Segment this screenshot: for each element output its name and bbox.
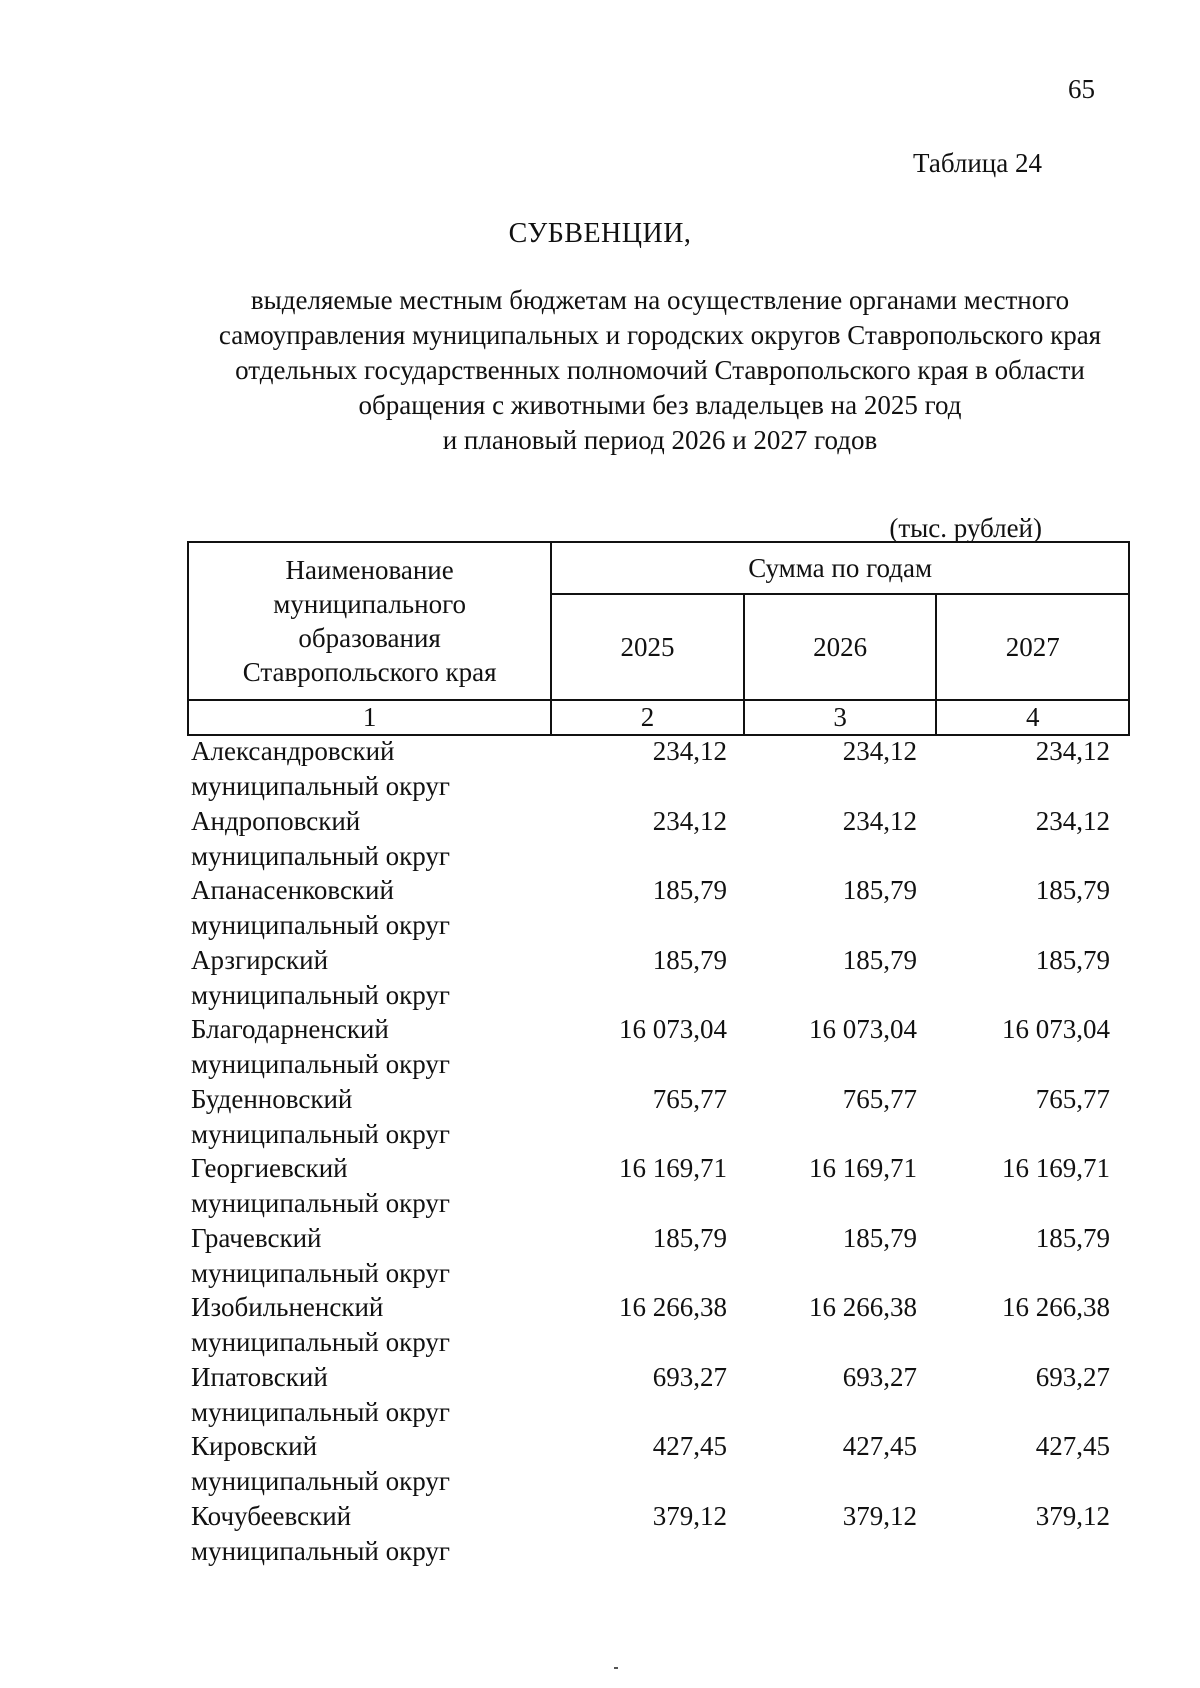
- header-name-cell: [188, 542, 551, 700]
- table-row: [187, 734, 1130, 804]
- value-2025: 234,12: [652, 736, 727, 766]
- header-name-line: Наименование: [285, 555, 454, 585]
- value-2026: 234,12: [842, 805, 917, 836]
- table-row: [187, 1290, 1130, 1360]
- row-name: [191, 873, 551, 943]
- header-sum-cell: Сумма по годам: [551, 542, 1129, 594]
- value-2025: 379,12: [652, 1500, 727, 1531]
- value-2027: 185,79: [1035, 944, 1110, 975]
- value-2027: 234,12: [1035, 736, 1110, 766]
- document-title: СУБВЕНЦИИ,: [508, 218, 692, 249]
- value-2027: 427,45: [1035, 1431, 1110, 1461]
- row-name: [191, 1221, 551, 1291]
- table-row: [187, 1429, 1130, 1499]
- column-number: 3: [744, 700, 937, 735]
- table-row: [187, 1360, 1130, 1430]
- value-2027: 185,79: [1035, 875, 1110, 905]
- header-year-2026: 2026: [744, 594, 937, 700]
- value-2025: 234,12: [652, 805, 727, 836]
- row-name-line: Буденновский: [191, 1083, 353, 1114]
- value-2026: 16 266,38: [809, 1292, 917, 1322]
- value-2026: 693,27: [842, 1361, 917, 1392]
- row-name-line: Благодарненский: [191, 1014, 389, 1044]
- value-2025: 16 266,38: [619, 1292, 727, 1322]
- header-name-line: муниципального: [273, 589, 466, 619]
- subtitle-line: выделяемые местным бюджетам на осуществление органами местного: [250, 285, 1070, 315]
- row-name-line: муниципальный округ: [191, 910, 450, 940]
- row-name-line: муниципальный округ: [191, 1118, 450, 1149]
- row-name-line: Грачевский: [191, 1222, 322, 1253]
- value-2025: 765,77: [652, 1083, 727, 1114]
- document-subtitle: [190, 283, 1130, 458]
- value-2026: 16 169,71: [809, 1153, 917, 1183]
- row-name: [191, 1151, 551, 1221]
- row-name: [191, 943, 551, 1013]
- row-name-line: муниципальный округ: [191, 1049, 450, 1079]
- row-name-line: Арзгирский: [191, 944, 329, 975]
- value-2025: 185,79: [652, 944, 727, 975]
- row-name: [191, 1012, 551, 1082]
- row-name-line: Георгиевский: [191, 1153, 348, 1183]
- row-name-line: муниципальный округ: [191, 1188, 450, 1218]
- value-2025: 16 169,71: [619, 1153, 727, 1183]
- header-year-2025: 2025: [551, 594, 744, 700]
- row-name-line: Кочубеевский: [191, 1500, 352, 1531]
- row-name-line: Ипатовский: [191, 1361, 328, 1392]
- scan-speck: [614, 1667, 618, 1669]
- table-header: [187, 541, 1130, 736]
- value-2027: 234,12: [1035, 805, 1110, 836]
- table-row: [187, 1499, 1130, 1569]
- value-2027: 765,77: [1035, 1083, 1110, 1114]
- row-name-line: Андроповский: [191, 805, 361, 836]
- value-2027: 379,12: [1035, 1500, 1110, 1531]
- table-row: [187, 804, 1130, 874]
- row-name-line: муниципальный округ: [191, 771, 450, 801]
- row-name: [191, 1429, 551, 1499]
- value-2026: 16 073,04: [809, 1014, 917, 1044]
- value-2025: 693,27: [652, 1361, 727, 1392]
- value-2026: 234,12: [842, 736, 917, 766]
- table-row: [187, 1151, 1130, 1221]
- subtitle-line: обращения с животными без владельцев на 2025 год: [358, 390, 962, 420]
- value-2027: 16 073,04: [1002, 1014, 1110, 1044]
- table-row: [187, 1012, 1130, 1082]
- subtitle-line: отдельных государственных полномочий Ставропольского края в области: [235, 355, 1085, 385]
- row-name-line: муниципальный округ: [191, 979, 450, 1010]
- row-name-line: Кировский: [191, 1431, 318, 1461]
- column-number: 1: [188, 700, 551, 735]
- row-name-line: муниципальный округ: [191, 1535, 450, 1566]
- value-2026: 765,77: [842, 1083, 917, 1114]
- value-2026: 185,79: [842, 1222, 917, 1253]
- row-name: [191, 804, 551, 874]
- value-2026: 185,79: [842, 875, 917, 905]
- table-row: [187, 873, 1130, 943]
- row-name: [191, 734, 551, 804]
- subtitle-line: самоуправления муниципальных и городских округов Ставропольского края: [218, 320, 1102, 350]
- header-name-line: образования: [298, 623, 441, 653]
- header-name-line: Ставропольского края: [242, 657, 497, 687]
- value-2025: 185,79: [652, 875, 727, 905]
- value-2027: 16 266,38: [1002, 1292, 1110, 1322]
- row-name-line: муниципальный округ: [191, 1396, 450, 1427]
- row-name: [191, 1290, 551, 1360]
- header-year-2027: 2027: [936, 594, 1129, 700]
- page-number: 65: [1068, 74, 1095, 104]
- row-name-line: муниципальный округ: [191, 1327, 450, 1357]
- value-2027: 16 169,71: [1002, 1153, 1110, 1183]
- subtitle-line: и плановый период 2026 и 2027 годов: [442, 425, 878, 455]
- table-row: [187, 943, 1130, 1013]
- value-2025: 16 073,04: [619, 1014, 727, 1044]
- row-name: [191, 1499, 551, 1569]
- value-2027: 693,27: [1035, 1361, 1110, 1392]
- row-name: [191, 1082, 551, 1152]
- table-body: [187, 734, 1130, 1568]
- table-caption: Таблица 24: [913, 148, 1042, 178]
- row-name-line: Изобильненский: [191, 1292, 384, 1322]
- row-name-line: муниципальный округ: [191, 1257, 450, 1288]
- table-row: [187, 1221, 1130, 1291]
- column-number: 4: [936, 700, 1129, 735]
- table-row: [187, 1082, 1130, 1152]
- value-2025: 427,45: [652, 1431, 727, 1461]
- column-number: 2: [551, 700, 744, 735]
- value-2025: 185,79: [652, 1222, 727, 1253]
- value-2026: 427,45: [842, 1431, 917, 1461]
- units-label: (тыс. рублей): [889, 513, 1042, 543]
- row-name-line: муниципальный округ: [191, 840, 450, 871]
- value-2027: 185,79: [1035, 1222, 1110, 1253]
- row-name-line: Апанасенковский: [191, 875, 394, 905]
- row-name-line: муниципальный округ: [191, 1466, 450, 1496]
- row-name-line: Александровский: [191, 736, 395, 766]
- value-2026: 379,12: [842, 1500, 917, 1531]
- value-2026: 185,79: [842, 944, 917, 975]
- row-name: [191, 1360, 551, 1430]
